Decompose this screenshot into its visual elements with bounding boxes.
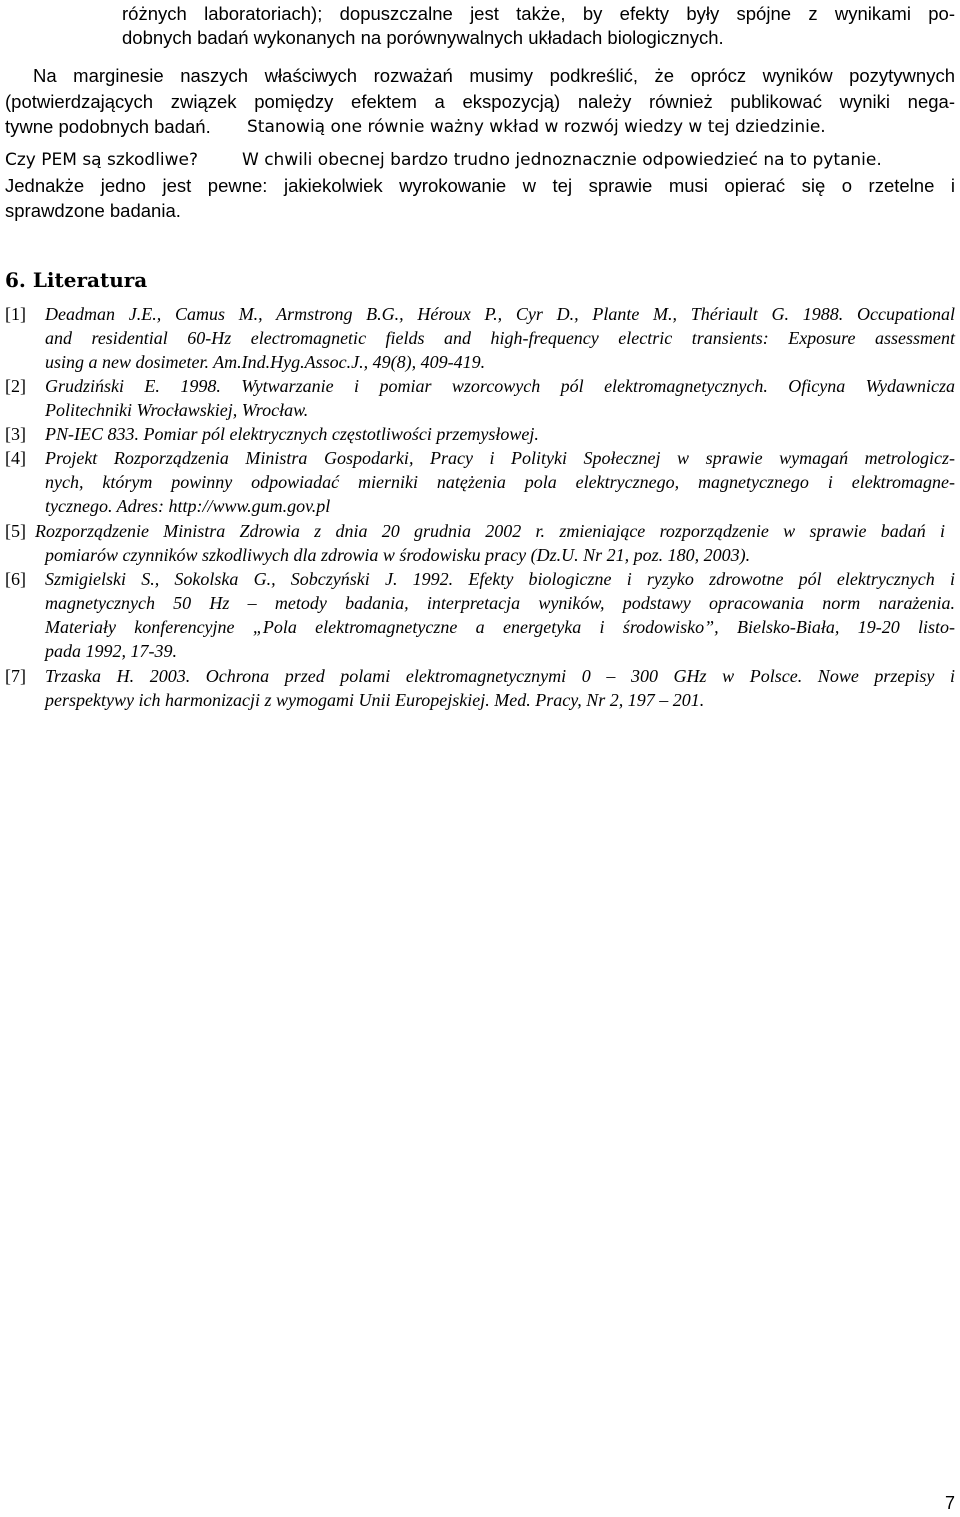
reference-line: magnetycznych 50 Hz – metody badania, interpretacja wyników, podstawy opracowania norm narażenia. — [45, 593, 955, 613]
reference-line: Trzaska H. 2003. Ochrona przed polami elektromagnetycznymi 0 – 300 GHz w Polsce. Nowe przepisy i — [45, 666, 955, 686]
reference-line: Projekt Rozporządzenia Ministra Gospodarki, Pracy i Polityki Społecznej w sprawie wymagań metrologicz- — [45, 448, 955, 468]
reference-number: [1] — [5, 304, 26, 324]
reference-line: using a new dosimeter. Am.Ind.Hyg.Assoc.J., 49(8), 409-419. — [45, 352, 486, 372]
reference-number: [6] — [5, 569, 26, 589]
text-line: Jednakże jedno jest pewne: jakiekolwiek wyrokowanie w tej sprawie musi opierać się o rzetelne i — [5, 175, 955, 196]
section-heading: 6. Literatura — [5, 268, 148, 292]
reference-number: [4] — [5, 448, 26, 468]
text-line: W chwili obecnej bardzo trudno jednoznacznie odpowiedzieć na to pytanie. — [242, 150, 882, 170]
reference-line: and residential 60-Hz electromagnetic fields and high-frequency electric transients: Exposure assessment — [45, 328, 955, 348]
page-number: 7 — [944, 1493, 955, 1513]
text-line: Na marginesie naszych właściwych rozważań musimy podkreślić, że oprócz wyników pozytywnych — [33, 65, 955, 86]
text-line: dobnych badań wykonanych na porównywalnych układach biologicznych. — [122, 27, 724, 48]
reference-line: perspektywy ich harmonizacji z wymogami Unii Europejskiej. Med. Pracy, Nr 2, 197 – 201. — [45, 690, 705, 710]
reference-line: Deadman J.E., Camus M., Armstrong B.G., Héroux P., Cyr D., Plante M., Thériault G. 1988. Occupational — [45, 304, 955, 324]
reference-line: Grudziński E. 1998. Wytwarzanie i pomiar wzorcowych pól elektromagnetycznych. Oficyna Wydawnicza — [45, 376, 955, 396]
text-line: tywne podobnych badań. — [5, 116, 211, 137]
reference-line: Szmigielski S., Sokolska G., Sobczyński J. 1992. Efekty biologiczne i ryzyko zdrowotne pól elektrycznych i — [45, 569, 955, 589]
reference-line: Rozporządzenie Ministra Zdrowia z dnia 20 grudnia 2002 r. zmieniające rozporządzenie w sprawie badań i — [35, 521, 945, 541]
reference-line: nych, którym powinny odpowiadać mierniki natężenia pola elektrycznego, magnetycznego i elektromagne- — [45, 472, 955, 492]
reference-number: [7] — [5, 666, 26, 686]
text-line: Stanowią one równie ważny wkład w rozwój wiedzy w tej dziedzinie. — [247, 117, 826, 137]
reference-number: [2] — [5, 376, 26, 396]
reference-line: pada 1992, 17-39. — [45, 641, 177, 661]
reference-line: Politechniki Wrocławskiej, Wrocław. — [45, 400, 309, 420]
reference-line: Materiały konferencyjne „Pola elektromagnetyczne a energetyka i środowisko”, Bielsko-Biała, 19-20 listo- — [45, 617, 955, 637]
reference-number: [5] — [5, 521, 26, 541]
reference-line: tycznego. Adres: http://www.gum.gov.pl — [45, 496, 331, 516]
reference-line: PN-IEC 833. Pomiar pól elektrycznych częstotliwości przemysłowej. — [45, 424, 539, 444]
text-line: sprawdzone badania. — [5, 200, 181, 221]
text-line: (potwierdzających związek pomiędzy efektem a ekspozycją) należy również publikować wyniki nega- — [5, 91, 955, 112]
reference-number: [3] — [5, 424, 26, 444]
text-line: różnych laboratoriach); dopuszczalne jest także, by efekty były spójne z wynikami po- — [122, 3, 955, 24]
text-line: Czy PEM są szkodliwe? — [5, 150, 199, 170]
reference-line: pomiarów czynników szkodliwych dla zdrowia w środowisku pracy (Dz.U. Nr 21, poz. 180, 2003). — [45, 545, 751, 565]
